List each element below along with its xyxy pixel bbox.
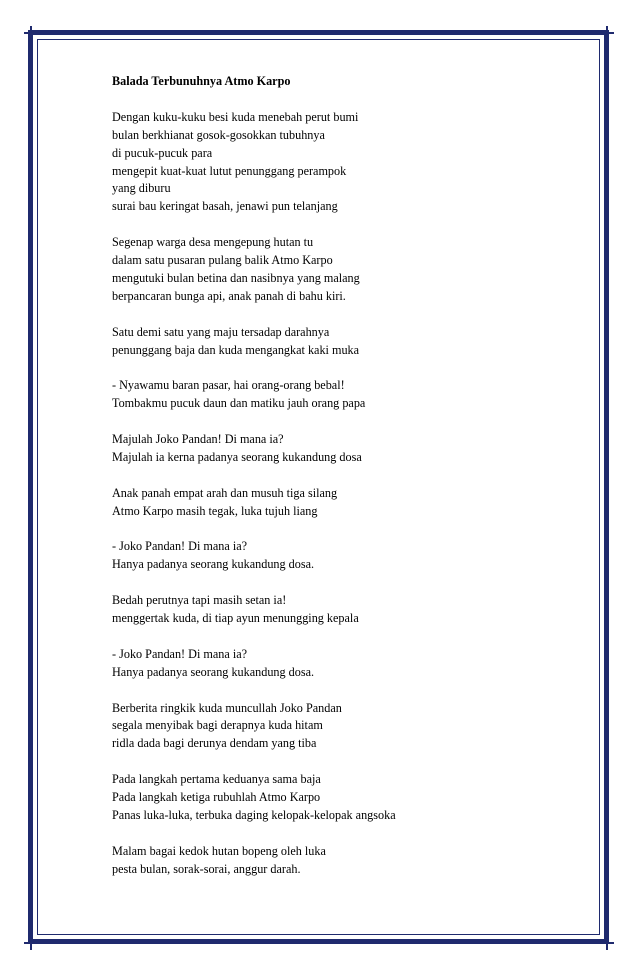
stanza (112, 538, 582, 574)
poem-line: ridla dada bagi derunya dendam yang tiba (112, 736, 317, 751)
poem-line: - Joko Pandan! Di mana ia? (112, 646, 248, 661)
poem-line: menggertak kuda, di tiap ayun menungging kepala (112, 611, 359, 626)
poem-line: Bedah perutnya tapi masih setan ia! (112, 593, 287, 608)
poem-line: berpancaran bunga api, anak panah di bahu kiri. (112, 288, 346, 303)
stanza (112, 843, 582, 879)
poem-line: Berberita ringkik kuda muncullah Joko Pandan (112, 700, 342, 715)
corner-ornament-bottom-left (24, 936, 38, 950)
corner-ornament-bottom-right (600, 936, 614, 950)
stanza (112, 485, 582, 521)
poem-line: Malam bagai kedok hutan bopeng oleh luka (112, 843, 326, 858)
stanza (112, 377, 582, 413)
poem-line: Atmo Karpo masih tegak, luka tujuh liang (112, 503, 318, 518)
poem-line: Dengan kuku-kuku besi kuda menebah perut bumi (112, 109, 359, 124)
poem-line: Panas luka-luka, terbuka daging kelopak-kelopak angsoka (112, 807, 396, 822)
poem-line: Satu demi satu yang maju tersadap darahnya (112, 324, 330, 339)
poem-line: Majulah Joko Pandan! Di mana ia? (112, 432, 284, 447)
poem-body (112, 73, 582, 896)
poem-line: - Joko Pandan! Di mana ia? (112, 539, 248, 554)
stanza (112, 431, 582, 467)
poem-line: mengutuki bulan betina dan nasibnya yang malang (112, 270, 360, 285)
poem-line: pesta bulan, sorak-sorai, anggur darah. (112, 861, 301, 876)
stanza (112, 324, 582, 360)
poem-title: Balada Terbunuhnya Atmo Karpo (112, 74, 291, 88)
poem-line: Hanya padanya seorang kukandung dosa. (112, 557, 315, 572)
poem-line: penunggang baja dan kuda mengangkat kaki muka (112, 342, 360, 357)
poem-line: mengepit kuat-kuat lutut penunggang perampok (112, 163, 347, 178)
stanza (112, 646, 582, 682)
poem-line: bulan berkhianat gosok-gosokkan tubuhnya (112, 127, 325, 142)
poem-line: Anak panah empat arah dan musuh tiga silang (112, 485, 338, 500)
poem-line: Pada langkah ketiga rubuhlah Atmo Karpo (112, 790, 321, 805)
poem-stanzas (112, 109, 582, 879)
poem-line: yang diburu (112, 181, 171, 196)
stanza (112, 109, 582, 216)
stanza (112, 234, 582, 306)
stanza (112, 700, 582, 754)
stanza (112, 592, 582, 628)
poem-line: surai bau keringat basah, jenawi pun telanjang (112, 199, 338, 214)
corner-ornament-top-left (24, 26, 38, 40)
poem-line: segala menyibak bagi derapnya kuda hitam (112, 718, 323, 733)
poem-line: - Nyawamu baran pasar, hai orang-orang bebal! (112, 378, 345, 393)
stanza (112, 771, 582, 825)
poem-line: Tombakmu pucuk daun dan matiku jauh orang papa (112, 396, 366, 411)
poem-line: Segenap warga desa mengepung hutan tu (112, 235, 314, 250)
corner-ornament-top-right (600, 26, 614, 40)
poem-line: dalam satu pusaran pulang balik Atmo Karpo (112, 253, 333, 268)
poem-line: Majulah ia kerna padanya seorang kukandung dosa (112, 449, 362, 464)
poem-line: Hanya padanya seorang kukandung dosa. (112, 664, 315, 679)
poem-line: di pucuk-pucuk para (112, 145, 213, 160)
poem-line: Pada langkah pertama keduanya sama baja (112, 772, 321, 787)
